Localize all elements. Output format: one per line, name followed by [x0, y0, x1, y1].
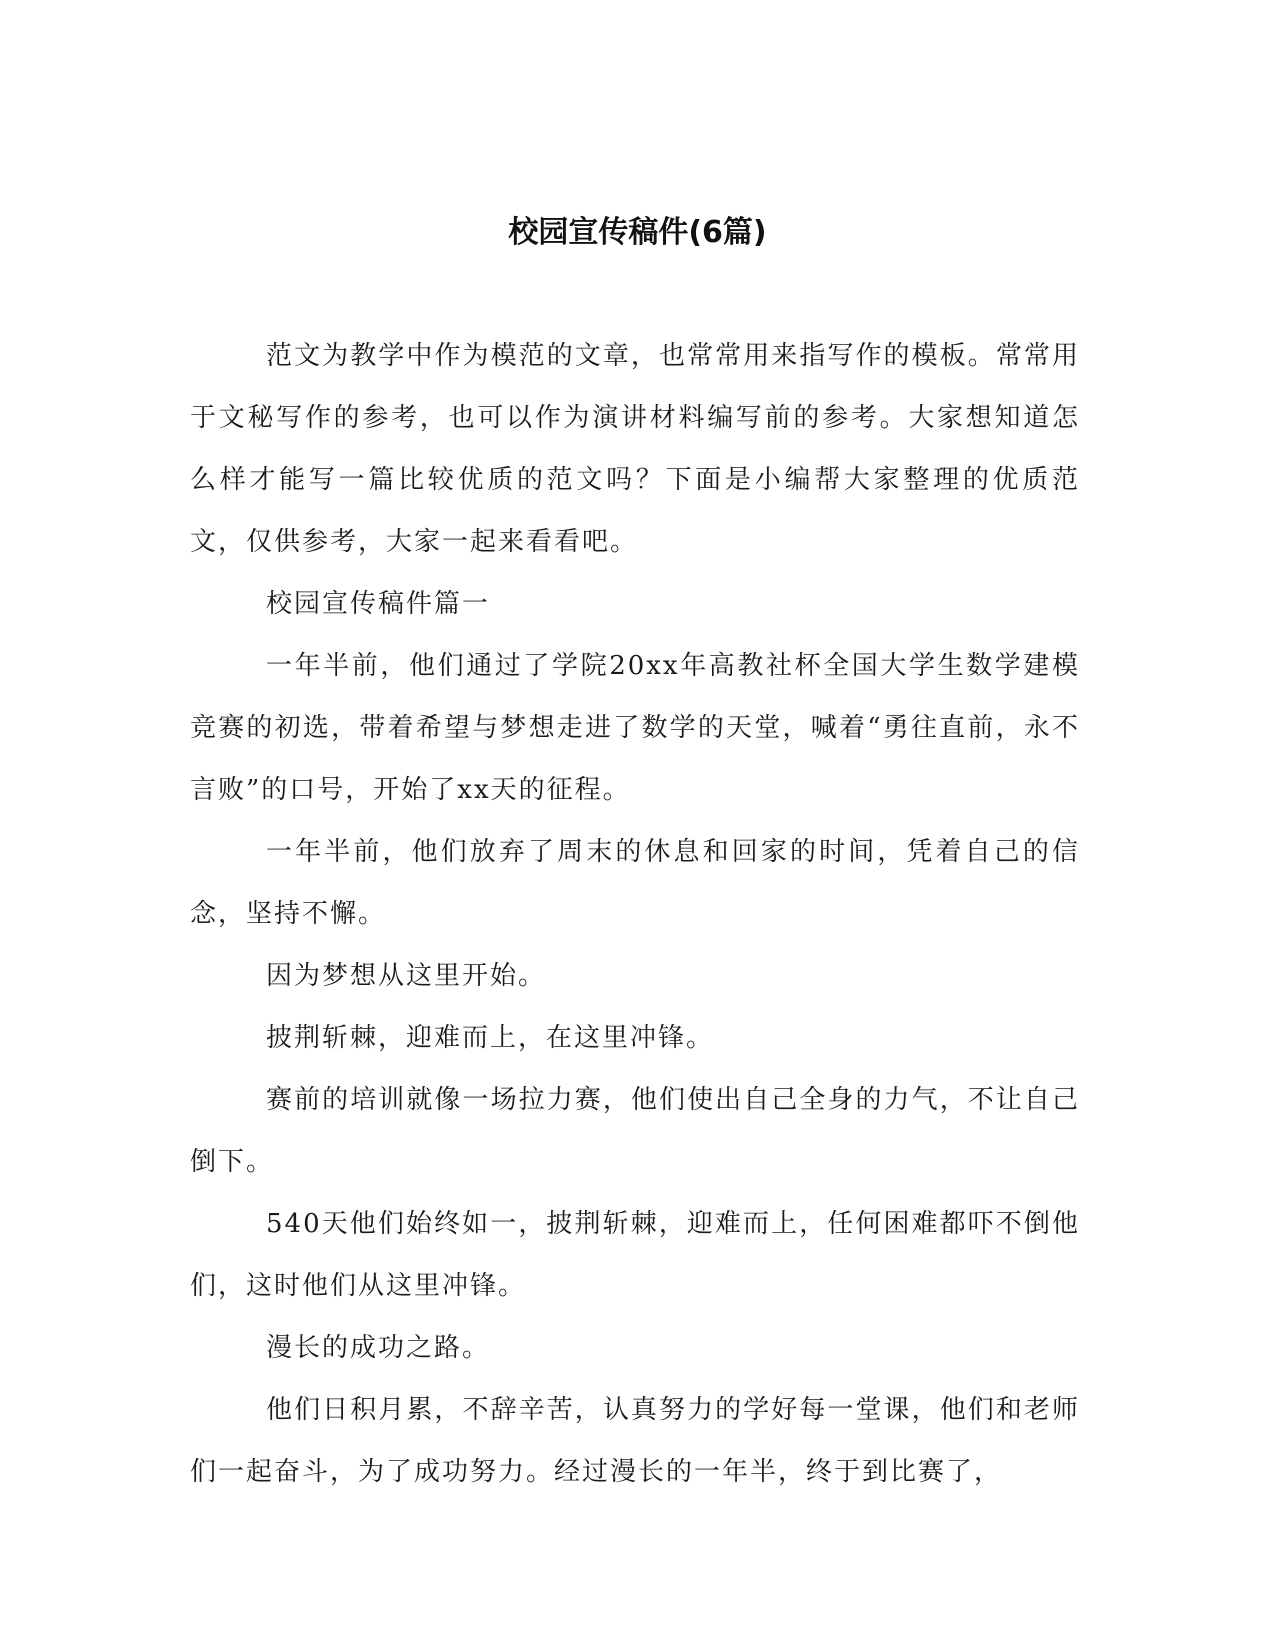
document-body: [190, 325, 1080, 1503]
paragraph: 一年半前，他们放弃了周末的休息和回家的时间，凭着自己的信念，坚持不懈。: [190, 837, 1080, 929]
paragraph: 披荆斩棘，迎难而上，在这里冲锋。: [266, 1023, 715, 1053]
paragraph: 540天他们始终如一，披荆斩棘，迎难而上，任何困难都吓不倒他们，这时他们从这里冲锋。: [190, 1209, 1080, 1301]
document-title: 校园宣传稿件(6篇): [508, 215, 767, 250]
intro-paragraph: 范文为教学中作为模范的文章，也常常用来指写作的模板。常常用于文秘写作的参考，也可以作为演讲材料编写前的参考。大家想知道怎么样才能写一篇比较优质的范文吗？下面是小编帮大家整理的优质范文，仅供参考，大家一起来看看吧。: [190, 341, 1080, 557]
paragraph: 因为梦想从这里开始。: [266, 961, 547, 991]
paragraph: 他们日积月累，不辞辛苦，认真努力的学好每一堂课，他们和老师们一起奋斗，为了成功努力。经过漫长的一年半，终于到比赛了，: [190, 1395, 1080, 1487]
section-heading: 校园宣传稿件篇一: [266, 589, 491, 619]
paragraph: 赛前的培训就像一场拉力赛，他们使出自己全身的力气，不让自己倒下。: [190, 1085, 1080, 1177]
paragraph: 漫长的成功之路。: [266, 1333, 491, 1363]
paragraph: 一年半前，他们通过了学院20xx年高教社杯全国大学生数学建模竞赛的初选，带着希望与梦想走进了数学的天堂，喊着“勇往直前，永不言败”的口号，开始了xx天的征程。: [190, 651, 1080, 805]
